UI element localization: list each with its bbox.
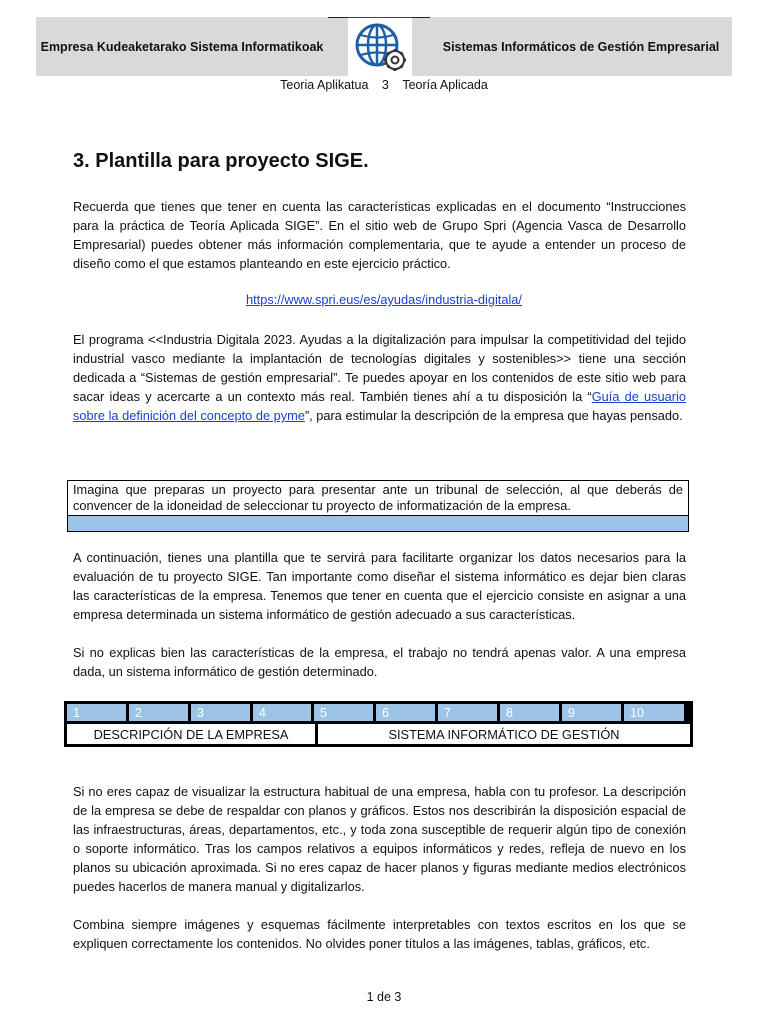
number-cell: 4 bbox=[253, 704, 311, 721]
number-row bbox=[67, 704, 684, 721]
number-cell: 1 bbox=[67, 704, 126, 721]
page-number: 1 de 3 bbox=[366, 990, 402, 1004]
number-cell: 5 bbox=[314, 704, 373, 721]
spri-link[interactable]: https://www.spri.eus/es/ayudas/industria-digitala/ bbox=[246, 292, 522, 307]
label-row bbox=[67, 724, 690, 744]
subheader-left: Teoria Aplikatua bbox=[280, 78, 369, 92]
template-grid bbox=[64, 701, 693, 747]
number-cell: 3 bbox=[191, 704, 250, 721]
paragraph-programa-tail: ”, para estimular la descripción de la empresa que hayas pensado. bbox=[304, 408, 683, 423]
globe-gear-icon bbox=[352, 20, 408, 74]
sistema-label: SISTEMA INFORMÁTICO DE GESTIÓN bbox=[318, 724, 690, 744]
header-rule-left bbox=[328, 17, 348, 18]
number-cell: 8 bbox=[500, 704, 559, 721]
empresa-label: DESCRIPCIÓN DE LA EMPRESA bbox=[67, 724, 315, 744]
number-cell: 7 bbox=[438, 704, 497, 721]
number-cell: 10 bbox=[624, 704, 684, 721]
imagine-box bbox=[67, 480, 689, 532]
number-cell: 2 bbox=[129, 704, 188, 721]
paragraph-estructura: Si no eres capaz de visualizar la estructura habitual de una empresa, habla con tu profesor. La descripción de la empresa se debe de respaldar con planos y gráficos. Estos nos describirán la disposición espacial de las infraestructuras, áreas, departamentos, etc., y toda zona susceptible de requerir algún tipo de conexión o soporte informático. Tras los campos relativos a equipos informáticos y redes, refleja de nuevo en los planos su ubicación aproximada. Si no eres capaz de hacer planos y figuras mediante medios electrónicos puedes hacerlos de manera manual y digitalizarlos. bbox=[73, 784, 686, 894]
number-cell: 9 bbox=[562, 704, 621, 721]
guia-pyme-link[interactable]: Guía de usuario sobre la definición del concepto de pyme bbox=[73, 389, 686, 423]
subheader bbox=[0, 78, 768, 92]
paragraph-caracteristicas: Si no explicas bien las características de la empresa, el trabajo no tendrá apenas valor. A una empresa dada, un sistema informático de gestión determinado. bbox=[73, 645, 686, 679]
paragraph-intro: Recuerda que tienes que tener en cuenta las características explicadas en el documento “Instrucciones para la práctica de Teoría Aplicada SIGE”. En el sitio web de Grupo Spri (Agencia Vasca de Desarrollo Empresarial) puedes obtener más información complementaria, que te ayude a entender un proceso de diseño como el que estamos planteando en este ejercicio práctico. bbox=[73, 199, 686, 271]
subheader-number: 3 bbox=[381, 78, 389, 92]
paragraph-plantilla: A continuación, tienes una plantilla que te servirá para facilitarte organizar los datos necesarios para la evaluación de tu proyecto SIGE. Tan importante como diseñar el sistema informático es dejar bien claras las características de la empresa. Tenemos que tener en cuenta que el ejercicio consiste en asignar a una empresa determinada un sistema informático de gestión adecuado a sus características. bbox=[73, 550, 686, 622]
header-rule-right bbox=[412, 17, 430, 18]
paragraph-programa-text: El programa <<Industria Digitala 2023. Ayudas a la digitalización para impulsar la competitividad del tejido industrial vasco mediante la implantación de tecnologías digitales y sostenibles>> tiene una sección dedicada a “Sistemas de gestión empresarial”. Te puedes apoyar en los contenidos de este sitio web para sacar ideas y acercarte a un contexto más real. También tienes ahí a tu disposición la “ bbox=[73, 332, 686, 404]
paragraph-programa bbox=[73, 330, 686, 425]
number-cell: 6 bbox=[376, 704, 435, 721]
subheader-right: Teoría Aplicada bbox=[402, 78, 488, 92]
paragraph-combina: Combina siempre imágenes y esquemas fácilmente interpretables con textos escritos en los que se expliquen correctamente los contenidos. No olvides poner títulos a las imágenes, tablas, gráficos, etc. bbox=[73, 917, 686, 951]
imagine-box-bar bbox=[68, 515, 688, 531]
header-left-title: Empresa Kudeaketarako Sistema Informatikoak bbox=[40, 39, 324, 54]
spri-link-line bbox=[0, 292, 768, 307]
header-right-title: Sistemas Informáticos de Gestión Empresarial bbox=[442, 39, 720, 54]
imagine-box-text: Imagina que preparas un proyecto para presentar ante un tribunal de selección, al que deberás de convencer de la idoneidad de seleccionar tu proyecto de informatización de la empresa. bbox=[73, 482, 683, 513]
page-title: 3. Plantilla para proyecto SIGE. bbox=[73, 150, 369, 172]
